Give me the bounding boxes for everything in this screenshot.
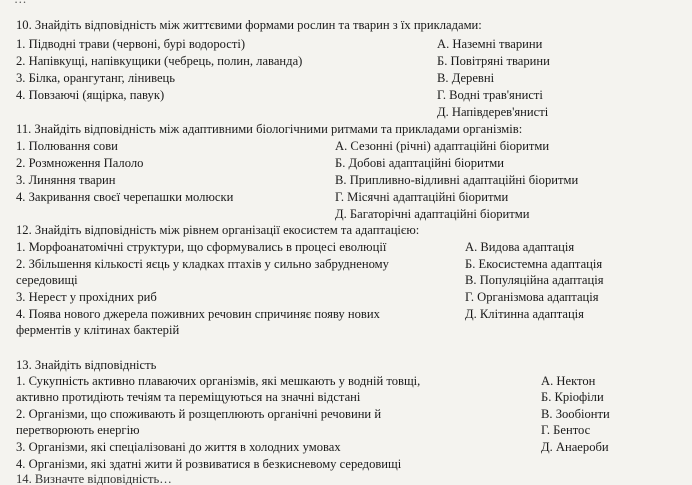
q13-left-item: 2. Організми, що споживають й розщеплюють органічні речовини й — [16, 407, 382, 421]
q13-left-item: 1. Сукупність активно плаваючих організмів, які мешкають у водній товщі, — [16, 374, 421, 388]
q12-left-item: 4. Поява нового джерела поживних речовин спричиняє появу нових — [16, 307, 380, 321]
q12-left-item: 3. Нерест у прохідних риб — [16, 290, 157, 304]
q13-right-item: Б. Кріофіли — [541, 390, 604, 404]
q13-right-item: В. Зообіонти — [541, 407, 610, 421]
q11-right-item: В. Припливно-відливні адаптаційні біоритми — [335, 173, 579, 187]
q10-left-item: 1. Підводні трави (червоні, бурі водорості) — [16, 37, 246, 51]
q13-left-item: активно протидіють течіям та переміщуються на значні відстані — [16, 390, 361, 404]
q11-right-item: Б. Добові адаптаційні біоритми — [335, 156, 504, 170]
q13-right-item: Д. Анаероби — [541, 440, 609, 454]
q12-right-item: Г. Організмова адаптація — [465, 290, 599, 304]
q12-right-item: Д. Клітинна адаптація — [465, 307, 584, 321]
q11-left-item: 1. Полювання сови — [16, 139, 118, 153]
q12-left-item: 1. Морфоанатомічні структури, що сформувались в процесі еволюції — [16, 240, 387, 254]
q13-right-item: А. Нектон — [541, 374, 596, 388]
cut-off-top-line — [14, 0, 614, 3]
cut-off-bottom-line: 14. Визначте відповідність… — [16, 472, 172, 485]
q12-right-item: Б. Екосистемна адаптація — [465, 257, 603, 271]
q11-left-item: 2. Розмноження Палоло — [16, 156, 144, 170]
q13-left-item: 3. Організми, які спеціалізовані до життя в холодних умовах — [16, 440, 341, 454]
q12-left-item: ферментів у клітинах бактерій — [16, 323, 180, 337]
q10-right-item: Г. Водні трав'янисті — [437, 88, 543, 102]
q12-left-item: середовищі — [16, 273, 78, 287]
q13-left-item: 4. Організми, які здатні жити й розвиватися в безкисневому середовищі — [16, 457, 402, 471]
q10-right-item: Д. Напівдерев'янисті — [437, 105, 549, 119]
q12-heading: 12. Знайдіть відповідність між рівнем організації екосистем та адаптацією: — [16, 223, 420, 237]
q11-right-item: Г. Місячні адаптаційні біоритми — [335, 190, 509, 204]
q10-right-item: А. Наземні тварини — [437, 37, 543, 51]
q10-left-item: 3. Білка, орангутанг, лінивець — [16, 71, 176, 85]
q11-right-item: Д. Багаторічні адаптаційні біоритми — [335, 207, 530, 221]
q10-right-item: Б. Повітряні тварини — [437, 54, 550, 68]
q10-left-item: 4. Повзаючі (ящірка, павук) — [16, 88, 165, 102]
q12-right-item: В. Популяційна адаптація — [465, 273, 604, 287]
q10-left-item: 2. Напівкущі, напівкущики (чебрець, полин, лаванда) — [16, 54, 303, 68]
q11-heading: 11. Знайдіть відповідність між адаптивними біологічними ритмами та прикладами організмів: — [16, 122, 523, 136]
q10-right-item: В. Деревні — [437, 71, 495, 85]
q11-right-item: А. Сезонні (річні) адаптаційні біоритми — [335, 139, 550, 153]
q13-left-item: перетворюють енергію — [16, 423, 140, 437]
q12-left-item: 2. Збільшення кількості яєць у кладках птахів у сильно забрудненому — [16, 257, 389, 271]
q12-right-item: А. Видова адаптація — [465, 240, 575, 254]
q13-heading: 13. Знайдіть відповідність — [16, 358, 157, 372]
q11-left-item: 4. Закривання своєї черепашки молюски — [16, 190, 234, 204]
q11-left-item: 3. Линяння тварин — [16, 173, 116, 187]
q10-heading: 10. Знайдіть відповідність між життєвими формами рослин та тварин з їх прикладами: — [16, 18, 482, 32]
q13-right-item: Г. Бентос — [541, 423, 591, 437]
